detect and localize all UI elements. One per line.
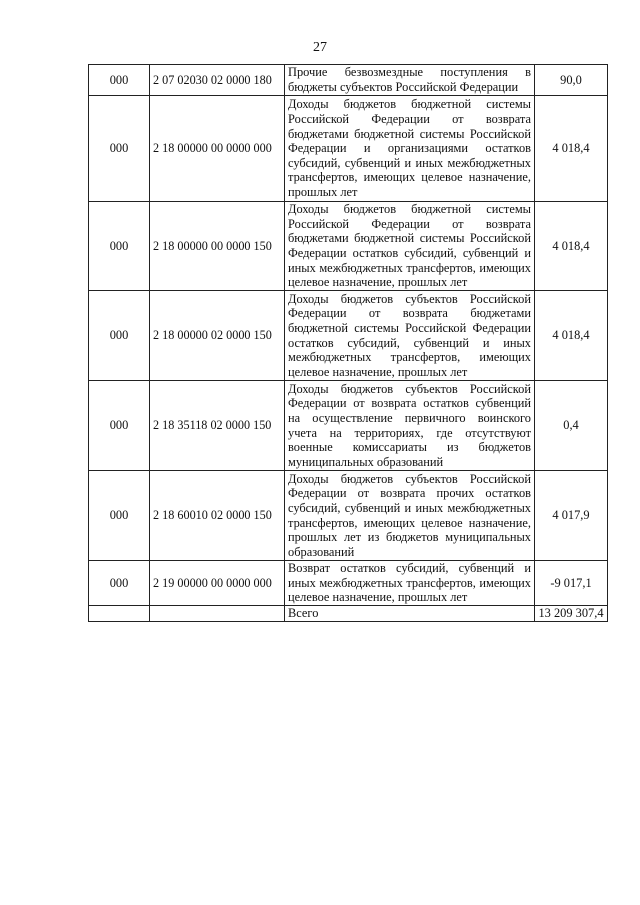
table-row [89, 65, 608, 96]
revenue-name-cell: Доходы бюджетов субъектов Российской Федерации от возврата бюджетами бюджетной системы Российской Федерации остатков субсидий, субвенций и иных межбюджетных трансфертов, имеющих целевое назначение, прошлых лет [285, 291, 535, 381]
revenue-name-cell: Возврат остатков субсидий, субвенций и иных межбюджетных трансфертов, имеющих целевое назначение, прошлых лет [285, 561, 535, 606]
total-amount: 13 209 307,4 [535, 606, 608, 622]
budget-code-cell: 2 18 00000 00 0000 000 [150, 96, 285, 202]
budget-code-cell: 2 19 00000 00 0000 000 [150, 561, 285, 606]
amount-cell: 4 018,4 [535, 202, 608, 291]
amount-cell: -9 017,1 [535, 561, 608, 606]
total-label: Всего [285, 606, 535, 622]
revenue-name-cell: Доходы бюджетов бюджетной системы Российской Федерации от возврата бюджетами бюджетной системы Российской Федерации остатков субсидий, субвенций и иных межбюджетных трансфертов, имеющих целевое назначение, прошлых лет [285, 202, 535, 291]
amount-cell: 4 017,9 [535, 471, 608, 561]
amount-cell: 4 018,4 [535, 291, 608, 381]
budget-code-cell: 2 07 02030 02 0000 180 [150, 65, 285, 96]
total-row [89, 606, 608, 622]
admin-code-cell: 000 [89, 202, 150, 291]
budget-code-cell: 2 18 60010 02 0000 150 [150, 471, 285, 561]
admin-code-cell: 000 [89, 65, 150, 96]
admin-code-cell: 000 [89, 561, 150, 606]
table-row [89, 291, 608, 381]
budget-code-cell: 2 18 00000 00 0000 150 [150, 202, 285, 291]
table-row [89, 561, 608, 606]
budget-code-cell: 2 18 00000 02 0000 150 [150, 291, 285, 381]
revenue-name-cell: Прочие безвозмездные поступления в бюджеты субъектов Российской Федерации [285, 65, 535, 96]
admin-code-cell: 000 [89, 471, 150, 561]
table-row [89, 202, 608, 291]
admin-code-cell: 000 [89, 381, 150, 471]
revenue-name-cell: Доходы бюджетов субъектов Российской Федерации от возврата прочих остатков субсидий, субвенций и иных межбюджетных трансфертов, имеющих целевое назначение, прошлых лет из бюджетов муниципальных образований [285, 471, 535, 561]
amount-cell: 90,0 [535, 65, 608, 96]
admin-code-cell [89, 606, 150, 622]
budget-code-cell: 2 18 35118 02 0000 150 [150, 381, 285, 471]
table-row [89, 381, 608, 471]
admin-code-cell: 000 [89, 96, 150, 202]
page-number: 27 [313, 40, 327, 55]
amount-cell: 0,4 [535, 381, 608, 471]
amount-cell: 4 018,4 [535, 96, 608, 202]
table-row [89, 471, 608, 561]
budget-revenue-table [88, 64, 608, 622]
revenue-name-cell: Доходы бюджетов субъектов Российской Федерации от возврата остатков субвенций на осуществление первичного воинского учета на территориях, где отсутствуют военные комиссариаты из бюджетов муниципальных образований [285, 381, 535, 471]
table-row [89, 96, 608, 202]
revenue-name-cell: Доходы бюджетов бюджетной системы Российской Федерации от возврата бюджетами бюджетной системы Российской Федерации и организациями остатков субсидий, субвенций и иных межбюджетных трансфертов, имеющих целевое назначение, прошлых лет [285, 96, 535, 202]
budget-code-cell [150, 606, 285, 622]
admin-code-cell: 000 [89, 291, 150, 381]
